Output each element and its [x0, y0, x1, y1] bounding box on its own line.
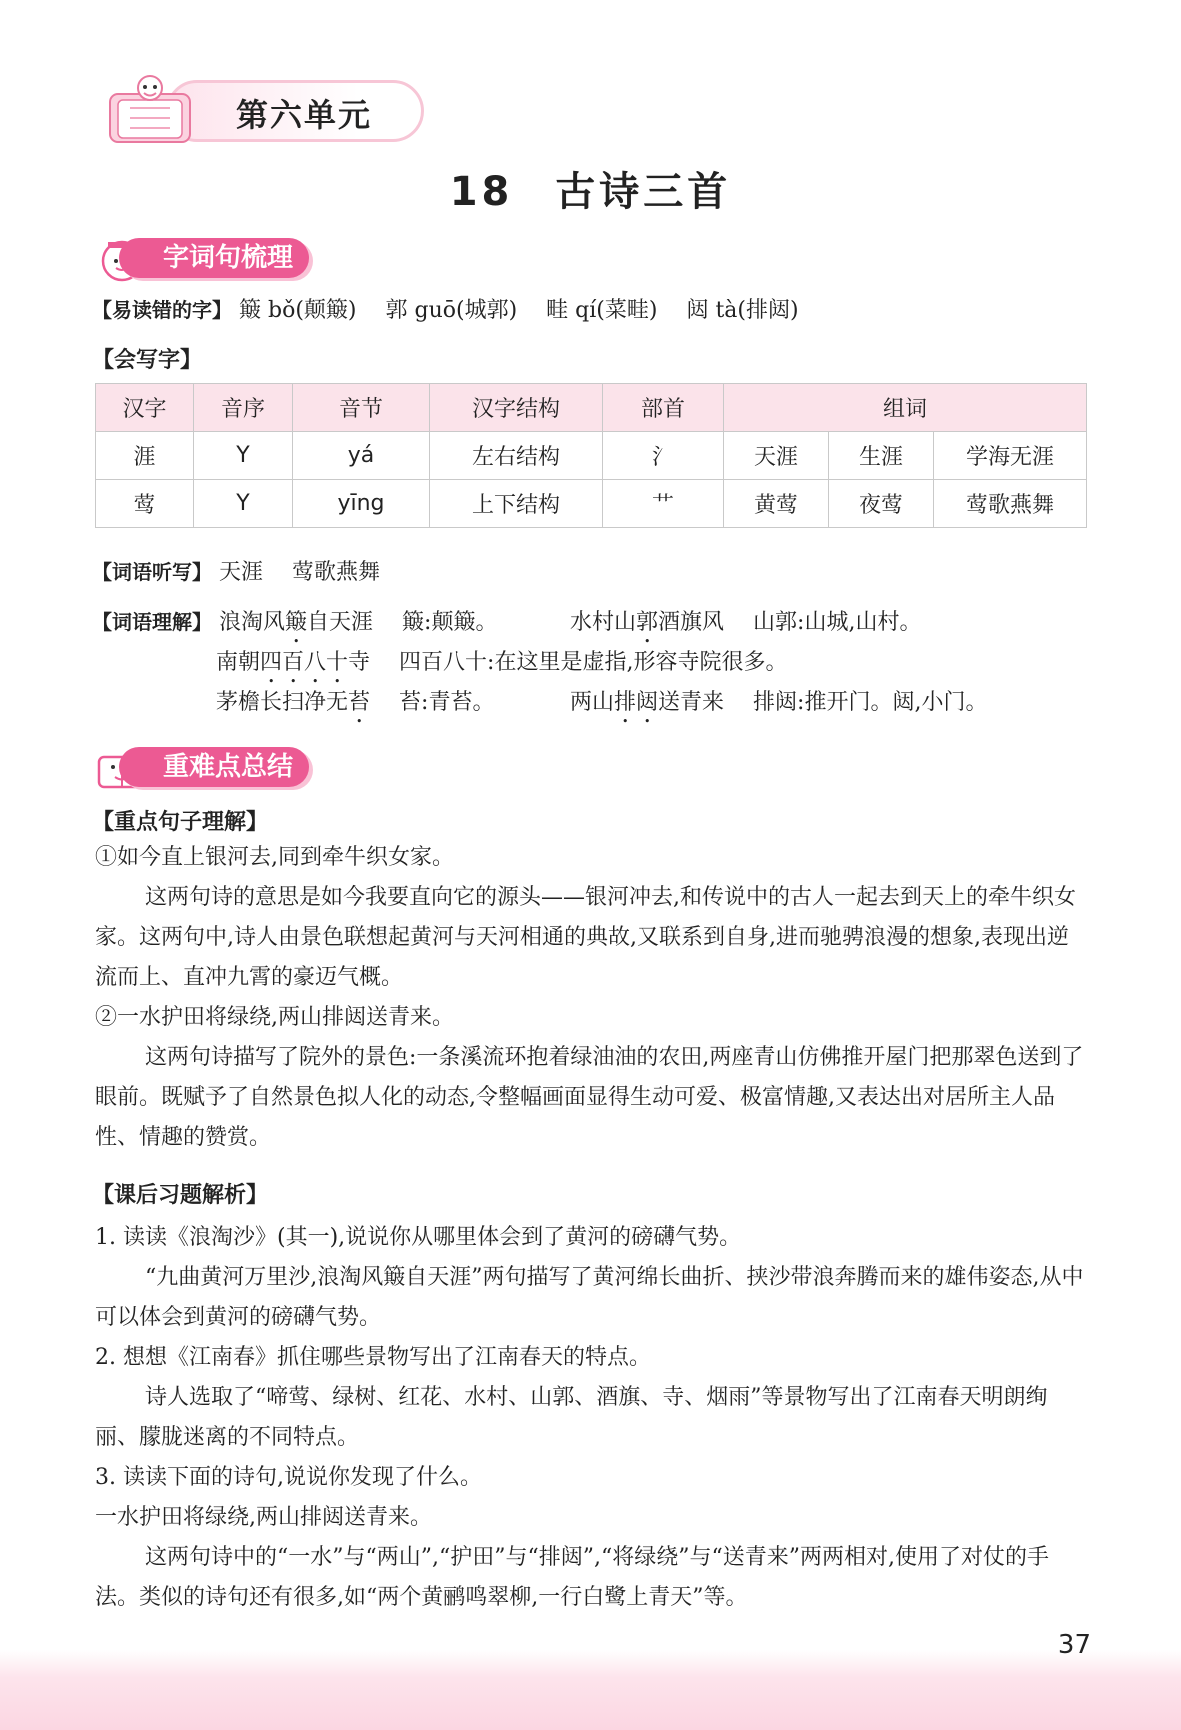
lesson-name: 古诗三首: [555, 168, 732, 215]
explanation: 四百八十:在这里是虚指,形容寺院很多。: [399, 650, 788, 675]
phrase-text: 茅檐长扫净无: [216, 690, 349, 715]
phrase-text: 浪淘风: [219, 610, 286, 635]
explanation: 山郭:山城,山村。: [753, 610, 922, 635]
explanation: 排闼:推开门。闼,小门。: [753, 690, 988, 715]
exercise-1-question: 1. 读读《浪淘沙》(其一),说说你从哪里体会到了黄河的磅礴气势。: [95, 1225, 742, 1250]
dictation-line: [92, 555, 380, 586]
easy-misread-label: 【易读错的字】: [92, 298, 232, 322]
phrase-text: 酒旗风: [658, 610, 725, 635]
exercise-1-answer: “九曲黄河万里沙,浪淘风簸自天涯”两句描写了黄河绵长曲折、挟沙带浪奔腾而来的雄伟姿态,从中可以体会到黄河的磅礴气势。: [95, 1265, 1084, 1330]
section-title: 重难点总结: [119, 747, 309, 787]
book-mascot-icon: [96, 72, 216, 148]
cell-order: Y: [194, 480, 293, 528]
cell-radical: 氵: [603, 432, 724, 480]
cell-word: 夜莺: [829, 480, 934, 528]
key-sentence-2-explanation: 这两句诗描写了院外的景色:一条溪流环抱着绿油油的农田,两座青山仿佛推开屋门把那翠色送到了眼前。既赋予了自然景色拟人化的动态,令整幅画面显得生动可爱、极富情趣,又表达出对居所主人品性、情趣的赞赏。: [95, 1045, 1084, 1150]
explanation: 苔:青苔。: [399, 690, 495, 715]
phrase-text: 南朝: [216, 650, 261, 675]
section-title: 字词句梳理: [119, 238, 309, 278]
cell-order: Y: [194, 432, 293, 480]
cell-structure: 上下结构: [430, 480, 603, 528]
cell-word: 生涯: [829, 432, 934, 480]
header-cell: 音序: [194, 384, 293, 432]
exercise-3-answer: 这两句诗中的“一水”与“两山”,“护田”与“排闼”,“将绿绕”与“送青来”两两相对,使用了对仗的手法。类似的诗句还有很多,如“两个黄鹂鸣翠柳,一行白鹭上青天”等。: [95, 1545, 1049, 1610]
understanding-label: 【词语理解】: [92, 610, 212, 634]
can-write-label: 【会写字】: [92, 348, 203, 373]
emphasized-char: 郭: [636, 610, 659, 635]
dictation-text: 天涯 莺歌燕舞: [219, 560, 380, 585]
lesson-number: 18: [449, 169, 514, 215]
unit-title: 第六单元: [236, 96, 373, 134]
phrase-text: 寺: [348, 650, 371, 675]
header-cell: 汉字: [96, 384, 194, 432]
phrase-text: 两山: [570, 690, 615, 715]
header-cell: 部首: [603, 384, 724, 432]
understanding-line-2: [216, 645, 787, 688]
table-header-row: [96, 384, 1087, 432]
understanding-line-1b: [570, 605, 921, 648]
cell-radical: 艹: [603, 480, 724, 528]
lesson-title: [0, 160, 1181, 217]
page-number: 37: [1057, 1630, 1091, 1660]
unit-banner: [96, 72, 432, 148]
emphasized-char: 四百八十: [260, 650, 349, 675]
exercise-2-question: 2. 想想《江南春》抓住哪些景物写出了江南春天的特点。: [95, 1345, 651, 1370]
key-sentence-2: ②一水护田将绿绕,两山排闼送青来。: [95, 1005, 454, 1030]
header-cell: 汉字结构: [430, 384, 603, 432]
cell-structure: 左右结构: [430, 432, 603, 480]
misread-item: 簸 bǒ(颠簸): [239, 298, 357, 323]
cell-word: 学海无涯: [934, 432, 1087, 480]
key-sentences-label: 【重点句子理解】: [92, 810, 269, 835]
header-cell: 组词: [724, 384, 1087, 432]
understanding-line-1: [92, 605, 497, 648]
key-sentence-1-explanation: 这两句诗的意思是如今我要直向它的源头——银河冲去,和传说中的古人一起去到天上的牵牛织女家。这两句中,诗人由景色联想起黄河与天河相通的典故,又联系到自身,进而驰骋浪漫的想象,表现出逆流而上、直冲九霄的豪迈气概。: [95, 885, 1076, 990]
header-cell: 音节: [293, 384, 430, 432]
misread-item: 闼 tà(排闼): [686, 298, 799, 323]
table-row: [96, 432, 1087, 480]
exercise-3-poem: 一水护田将绿绕,两山排闼送青来。: [95, 1505, 432, 1530]
cell-word: 天涯: [724, 432, 829, 480]
easy-misread-line: [92, 293, 799, 324]
phrase-text: 自天涯: [307, 610, 374, 635]
dictation-label: 【词语听写】: [92, 560, 212, 584]
phrase-text: 水村山: [570, 610, 637, 635]
phrase-text: 送青来: [658, 690, 725, 715]
misread-item: 畦 qí(菜畦): [546, 298, 658, 323]
key-sentence-1: ①如今直上银河去,同到牵牛织女家。: [95, 845, 454, 870]
footer-band: [0, 1650, 1181, 1730]
table-row: [96, 480, 1087, 528]
understanding-line-3: [216, 685, 494, 728]
exercise-2-answer: 诗人选取了“啼莺、绿树、红花、水村、山郭、酒旗、寺、烟雨”等景物写出了江南春天明朗绚丽、朦胧迷离的不同特点。: [95, 1385, 1048, 1450]
cell-word: 黄莺: [724, 480, 829, 528]
emphasized-char: 排闼: [614, 690, 659, 715]
cell-pinyin: yá: [293, 432, 430, 480]
characters-table: [95, 383, 1087, 528]
cell-char: 涯: [96, 432, 194, 480]
explanation: 簸:颠簸。: [402, 610, 498, 635]
emphasized-char: 苔: [348, 690, 371, 715]
exercise-3-question: 3. 读读下面的诗句,说说你发现了什么。: [95, 1465, 482, 1490]
exercises-label: 【课后习题解析】: [92, 1183, 269, 1208]
understanding-line-3b: [570, 685, 987, 728]
cell-char: 莺: [96, 480, 194, 528]
misread-item: 郭 guō(城郭): [385, 298, 518, 323]
emphasized-char: 簸: [285, 610, 308, 635]
cell-pinyin: yīng: [293, 480, 430, 528]
cell-word: 莺歌燕舞: [934, 480, 1087, 528]
